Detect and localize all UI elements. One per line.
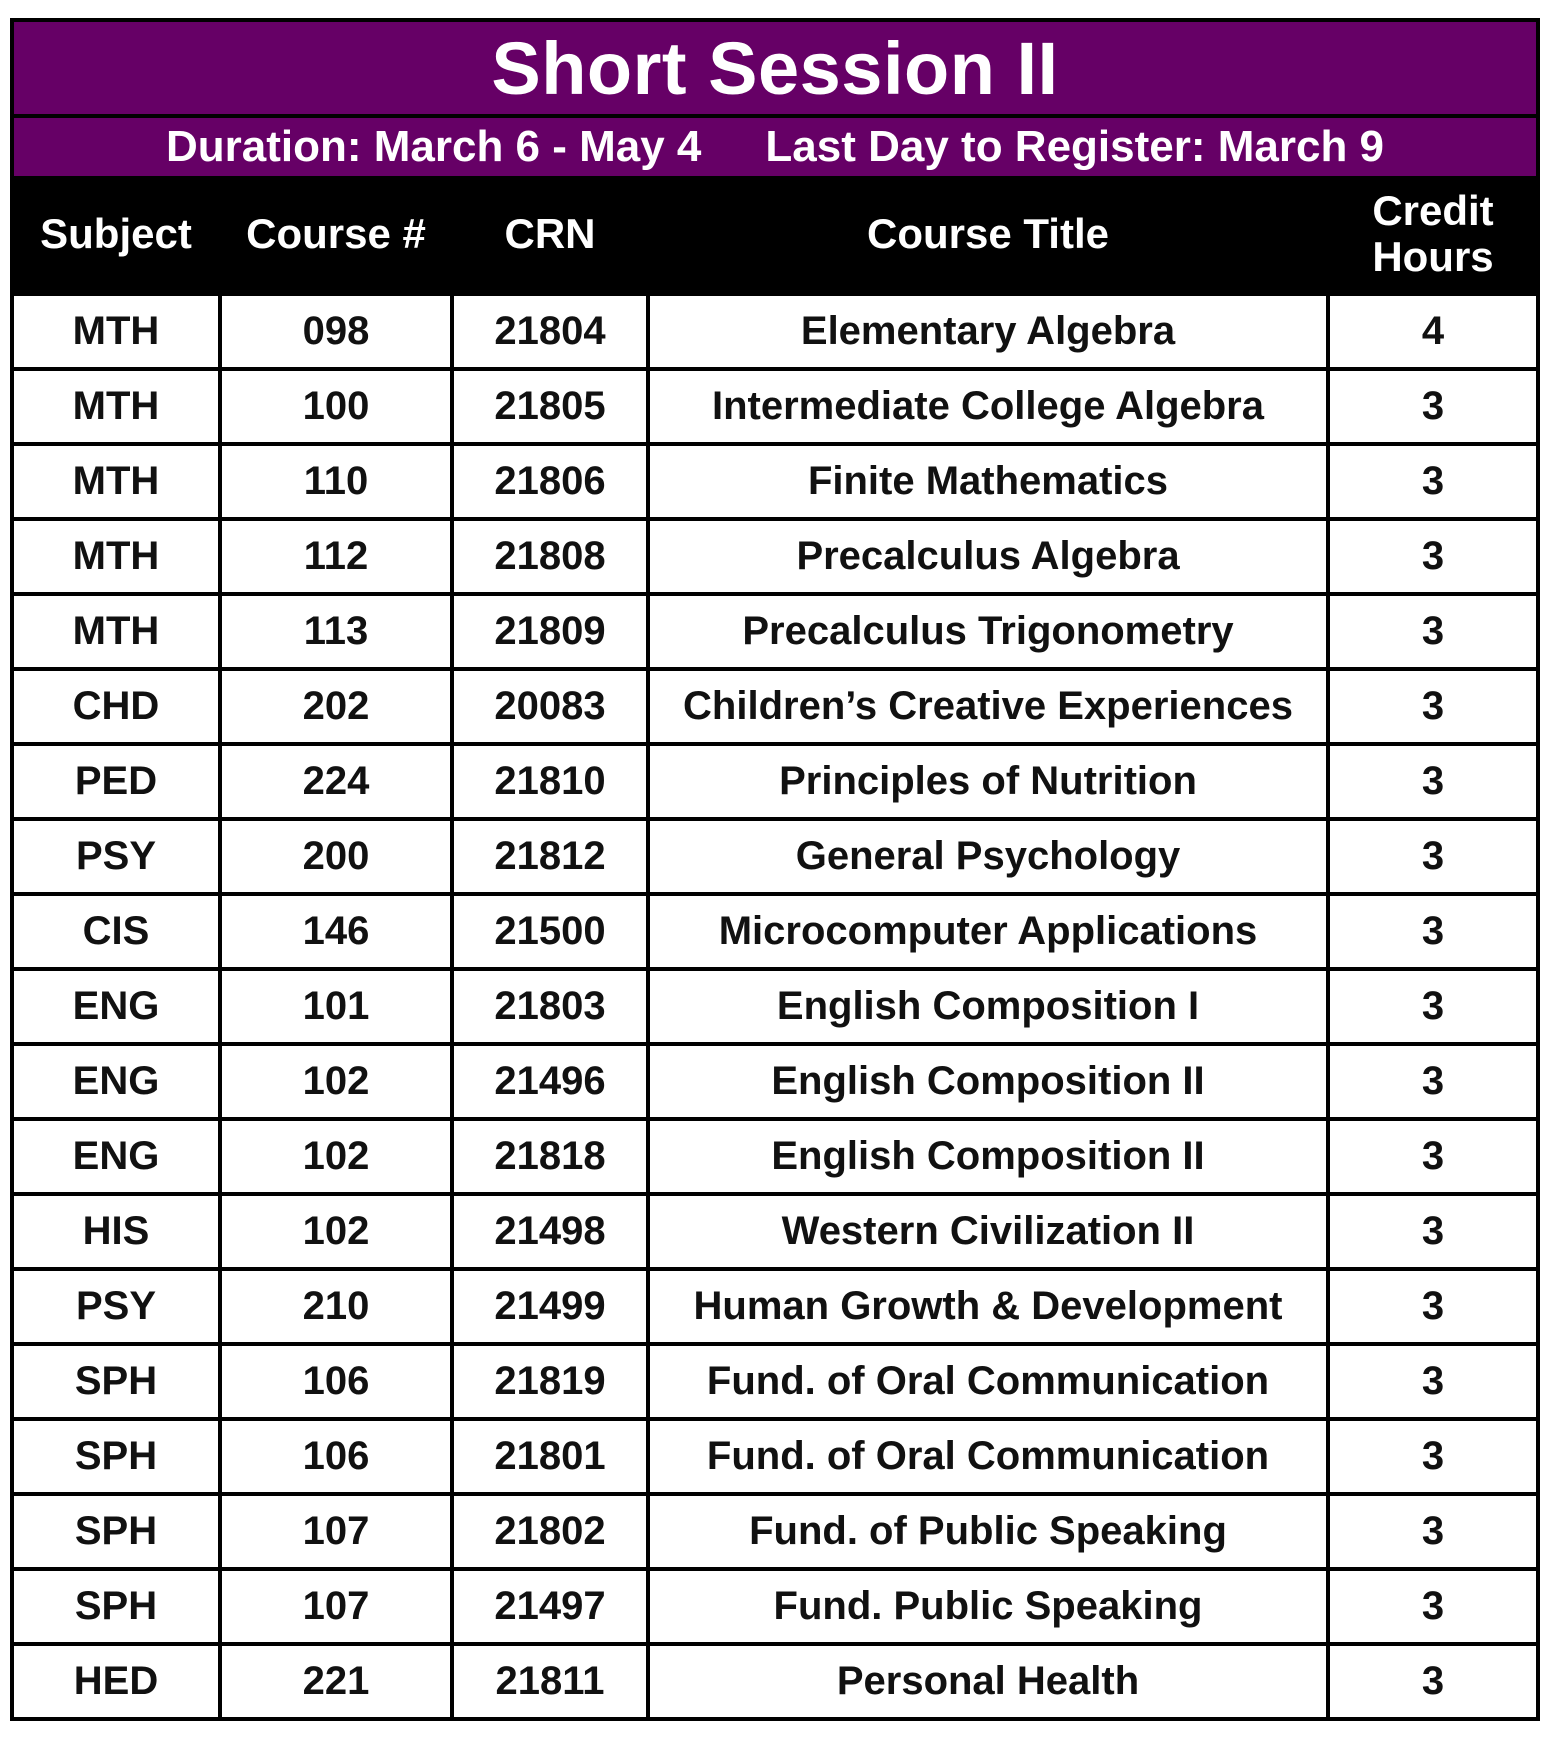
column-header-title: Course Title bbox=[648, 176, 1328, 294]
cell-subject: PSY bbox=[14, 1269, 220, 1344]
cell-subject: SPH bbox=[14, 1569, 220, 1644]
cell-crn: 21806 bbox=[452, 444, 648, 519]
cell-crn: 21801 bbox=[452, 1419, 648, 1494]
cell-course-number: 107 bbox=[220, 1569, 452, 1644]
cell-crn: 21499 bbox=[452, 1269, 648, 1344]
cell-course-title: English Composition II bbox=[648, 1044, 1328, 1119]
cell-crn: 21497 bbox=[452, 1569, 648, 1644]
cell-crn: 21810 bbox=[452, 744, 648, 819]
cell-crn: 21809 bbox=[452, 594, 648, 669]
course-table-body bbox=[14, 294, 1536, 1717]
session-title: Short Session II bbox=[14, 22, 1536, 118]
cell-credit-hours: 3 bbox=[1328, 894, 1536, 969]
column-header-subject: Subject bbox=[14, 176, 220, 294]
cell-subject: SPH bbox=[14, 1494, 220, 1569]
cell-course-number: 112 bbox=[220, 519, 452, 594]
cell-credit-hours: 3 bbox=[1328, 1119, 1536, 1194]
cell-subject: CIS bbox=[14, 894, 220, 969]
cell-credit-hours: 3 bbox=[1328, 1344, 1536, 1419]
cell-credit-hours: 3 bbox=[1328, 744, 1536, 819]
cell-subject: ENG bbox=[14, 969, 220, 1044]
table-row bbox=[14, 1494, 1536, 1569]
cell-credit-hours: 3 bbox=[1328, 1269, 1536, 1344]
column-header-course: Course # bbox=[220, 176, 452, 294]
cell-credit-hours: 3 bbox=[1328, 969, 1536, 1044]
table-row bbox=[14, 1419, 1536, 1494]
cell-course-title: Intermediate College Algebra bbox=[648, 369, 1328, 444]
table-row bbox=[14, 744, 1536, 819]
table-row bbox=[14, 894, 1536, 969]
table-row bbox=[14, 1044, 1536, 1119]
table-row bbox=[14, 444, 1536, 519]
cell-course-number: 200 bbox=[220, 819, 452, 894]
table-row bbox=[14, 369, 1536, 444]
table-row bbox=[14, 969, 1536, 1044]
table-row bbox=[14, 294, 1536, 369]
cell-course-number: 110 bbox=[220, 444, 452, 519]
cell-subject: PSY bbox=[14, 819, 220, 894]
cell-credit-hours: 3 bbox=[1328, 519, 1536, 594]
table-row bbox=[14, 669, 1536, 744]
column-header-credit bbox=[1328, 176, 1536, 294]
cell-credit-hours: 3 bbox=[1328, 1644, 1536, 1717]
table-row bbox=[14, 1194, 1536, 1269]
cell-credit-hours: 3 bbox=[1328, 369, 1536, 444]
cell-crn: 21498 bbox=[452, 1194, 648, 1269]
cell-course-title: Precalculus Trigonometry bbox=[648, 594, 1328, 669]
cell-crn: 21819 bbox=[452, 1344, 648, 1419]
cell-crn: 21805 bbox=[452, 369, 648, 444]
cell-subject: MTH bbox=[14, 444, 220, 519]
cell-course-number: 102 bbox=[220, 1194, 452, 1269]
table-row bbox=[14, 1119, 1536, 1194]
cell-credit-hours: 3 bbox=[1328, 444, 1536, 519]
cell-course-title: Principles of Nutrition bbox=[648, 744, 1328, 819]
cell-credit-hours: 4 bbox=[1328, 294, 1536, 369]
cell-course-number: 210 bbox=[220, 1269, 452, 1344]
cell-course-number: 098 bbox=[220, 294, 452, 369]
cell-credit-hours: 3 bbox=[1328, 1044, 1536, 1119]
course-table bbox=[14, 176, 1536, 1717]
cell-course-title: Finite Mathematics bbox=[648, 444, 1328, 519]
cell-course-title: Elementary Algebra bbox=[648, 294, 1328, 369]
column-header-credit-line2: Hours bbox=[1372, 233, 1494, 280]
cell-credit-hours: 3 bbox=[1328, 819, 1536, 894]
cell-subject: SPH bbox=[14, 1344, 220, 1419]
cell-course-title: Children’s Creative Experiences bbox=[648, 669, 1328, 744]
cell-subject: CHD bbox=[14, 669, 220, 744]
cell-course-number: 202 bbox=[220, 669, 452, 744]
session-info-bar bbox=[14, 118, 1536, 176]
table-row bbox=[14, 1644, 1536, 1717]
duration-text: Duration: March 6 - May 4 bbox=[165, 122, 702, 171]
column-header-crn: CRN bbox=[452, 176, 648, 294]
cell-credit-hours: 3 bbox=[1328, 1494, 1536, 1569]
cell-course-number: 146 bbox=[220, 894, 452, 969]
cell-subject: HED bbox=[14, 1644, 220, 1717]
cell-course-title: English Composition II bbox=[648, 1119, 1328, 1194]
table-row bbox=[14, 1344, 1536, 1419]
cell-course-title: Human Growth & Development bbox=[648, 1269, 1328, 1344]
cell-course-title: Microcomputer Applications bbox=[648, 894, 1328, 969]
cell-subject: MTH bbox=[14, 519, 220, 594]
cell-subject: ENG bbox=[14, 1119, 220, 1194]
column-header-credit-line1: Credit bbox=[1372, 186, 1494, 234]
cell-course-title: Fund. of Public Speaking bbox=[648, 1494, 1328, 1569]
cell-course-number: 100 bbox=[220, 369, 452, 444]
table-row bbox=[14, 819, 1536, 894]
table-row bbox=[14, 1269, 1536, 1344]
cell-course-number: 101 bbox=[220, 969, 452, 1044]
cell-credit-hours: 3 bbox=[1328, 594, 1536, 669]
cell-course-title: Precalculus Algebra bbox=[648, 519, 1328, 594]
cell-crn: 21500 bbox=[452, 894, 648, 969]
cell-credit-hours: 3 bbox=[1328, 1194, 1536, 1269]
cell-course-title: Fund. of Oral Communication bbox=[648, 1344, 1328, 1419]
cell-course-number: 102 bbox=[220, 1044, 452, 1119]
table-row bbox=[14, 1569, 1536, 1644]
cell-course-title: English Composition I bbox=[648, 969, 1328, 1044]
cell-crn: 21811 bbox=[452, 1644, 648, 1717]
cell-crn: 21802 bbox=[452, 1494, 648, 1569]
cell-course-title: Personal Health bbox=[648, 1644, 1328, 1717]
cell-subject: MTH bbox=[14, 294, 220, 369]
cell-crn: 21804 bbox=[452, 294, 648, 369]
cell-course-number: 221 bbox=[220, 1644, 452, 1717]
cell-credit-hours: 3 bbox=[1328, 1419, 1536, 1494]
cell-course-number: 106 bbox=[220, 1419, 452, 1494]
cell-subject: SPH bbox=[14, 1419, 220, 1494]
cell-course-number: 224 bbox=[220, 744, 452, 819]
cell-course-title: Fund. of Oral Communication bbox=[648, 1419, 1328, 1494]
cell-crn: 21803 bbox=[452, 969, 648, 1044]
cell-course-number: 106 bbox=[220, 1344, 452, 1419]
cell-course-title: Western Civilization II bbox=[648, 1194, 1328, 1269]
register-deadline-text: Last Day to Register: March 9 bbox=[765, 122, 1385, 171]
cell-subject: MTH bbox=[14, 369, 220, 444]
cell-crn: 21812 bbox=[452, 819, 648, 894]
cell-crn: 21496 bbox=[452, 1044, 648, 1119]
schedule-sheet bbox=[10, 18, 1540, 1721]
cell-course-title: Fund. Public Speaking bbox=[648, 1569, 1328, 1644]
cell-crn: 21808 bbox=[452, 519, 648, 594]
cell-subject: MTH bbox=[14, 594, 220, 669]
cell-crn: 20083 bbox=[452, 669, 648, 744]
cell-course-number: 102 bbox=[220, 1119, 452, 1194]
cell-course-number: 107 bbox=[220, 1494, 452, 1569]
cell-crn: 21818 bbox=[452, 1119, 648, 1194]
table-row bbox=[14, 594, 1536, 669]
cell-subject: ENG bbox=[14, 1044, 220, 1119]
cell-subject: PED bbox=[14, 744, 220, 819]
cell-course-number: 113 bbox=[220, 594, 452, 669]
cell-credit-hours: 3 bbox=[1328, 1569, 1536, 1644]
cell-credit-hours: 3 bbox=[1328, 669, 1536, 744]
table-row bbox=[14, 519, 1536, 594]
cell-subject: HIS bbox=[14, 1194, 220, 1269]
table-header-row bbox=[14, 176, 1536, 294]
cell-course-title: General Psychology bbox=[648, 819, 1328, 894]
